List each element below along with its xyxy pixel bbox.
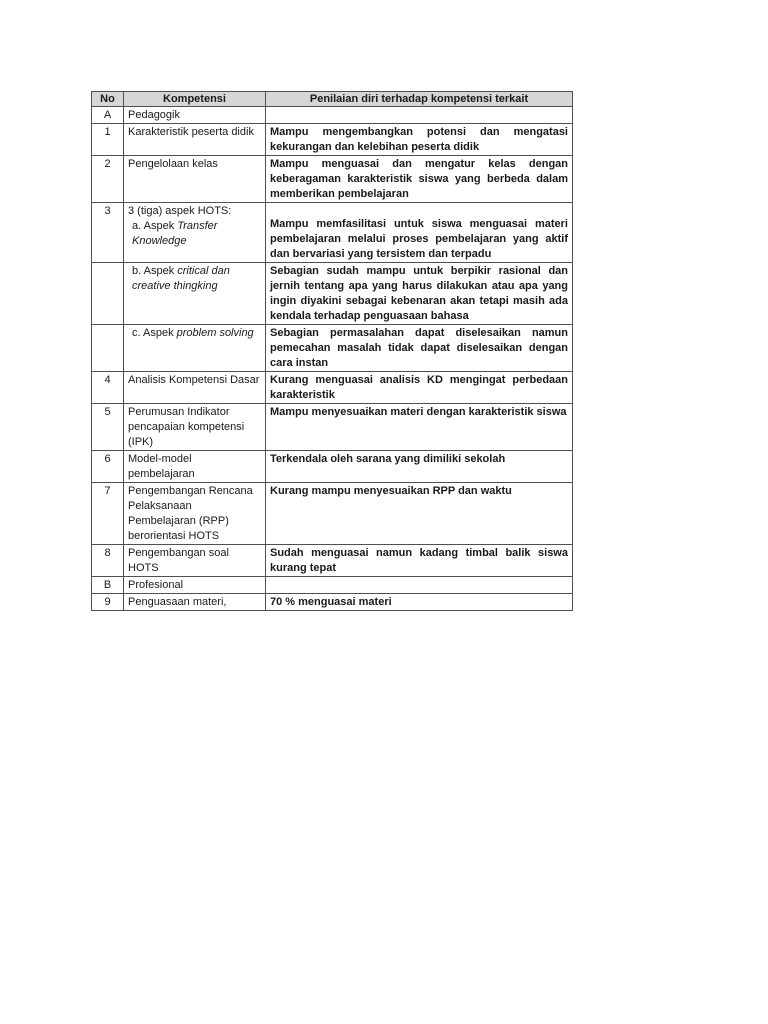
- self-assessment: Mampu mengembangkan potensi dan mengatasi kekurangan dan kelebihan peserta didik: [266, 124, 573, 156]
- competency-name: [124, 203, 266, 263]
- self-assessment: Kurang mampu menyesuaikan RPP dan waktu: [266, 483, 573, 545]
- competency-name: Model-model pembelajaran: [124, 451, 266, 483]
- aspect-c-prefix: c. Aspek: [132, 327, 177, 339]
- row-no: 5: [92, 404, 124, 451]
- aspect-b-prefix: b. Aspek: [132, 265, 178, 277]
- table-row: [92, 372, 573, 404]
- aspect-c: [128, 326, 261, 341]
- section-row-pedagogik: [92, 107, 573, 124]
- section-no: B: [92, 577, 124, 594]
- row-no: 2: [92, 156, 124, 203]
- competency-name: Pengembangan soal HOTS: [124, 545, 266, 577]
- competency-name: [124, 263, 266, 325]
- self-assessment: Kurang menguasai analisis KD mengingat perbedaan karakteristik: [266, 372, 573, 404]
- row-no: 9: [92, 594, 124, 611]
- hots-title: 3 (tiga) aspek HOTS:: [128, 205, 232, 217]
- table-row: [92, 124, 573, 156]
- section-row-profesional: [92, 577, 573, 594]
- row-no: 1: [92, 124, 124, 156]
- table-row: [92, 545, 573, 577]
- competency-name: Analisis Kompetensi Dasar: [124, 372, 266, 404]
- table-row: [92, 156, 573, 203]
- table-row: [92, 594, 573, 611]
- self-assessment: 70 % menguasai materi: [266, 594, 573, 611]
- header-penilaian: Penilaian diri terhadap kompetensi terkait: [266, 92, 573, 107]
- self-assessment: Sebagian sudah mampu untuk berpikir rasional dan jernih tentang apa yang harus dilakukan atau apa yang ingin diyakini sebagai kebenaran akan tetapi masih ada kendala terhadap penguasaan bahasa: [266, 263, 573, 325]
- empty-cell: [266, 107, 573, 124]
- table-header-row: [92, 92, 573, 107]
- self-assessment: Mampu memfasilitasi untuk siswa menguasai materi pembelajaran melalui proses pembelajaran yang aktif dan bervariasi yang tersistem dan terpadu: [266, 203, 573, 263]
- aspect-a-italic: Transfer Knowledge: [132, 220, 218, 247]
- table-row: [92, 203, 573, 263]
- section-no: A: [92, 107, 124, 124]
- aspect-c-italic: problem solving: [176, 327, 254, 339]
- competency-name: Penguasaan materi,: [124, 594, 266, 611]
- section-label: Pedagogik: [124, 107, 266, 124]
- competency-name: [124, 325, 266, 372]
- aspect-a: [128, 219, 261, 249]
- competency-name: Pengembangan Rencana Pelaksanaan Pembelajaran (RPP) berorientasi HOTS: [124, 483, 266, 545]
- header-kompetensi: Kompetensi: [124, 92, 266, 107]
- table-row: [92, 263, 573, 325]
- self-assessment: Mampu menguasai dan mengatur kelas dengan keberagaman karakteristik siswa yang berbeda dalam memberikan pembelajaran: [266, 156, 573, 203]
- self-assessment: Sudah menguasai namun kadang timbal balik siswa kurang tepat: [266, 545, 573, 577]
- table-row: [92, 404, 573, 451]
- row-no: 7: [92, 483, 124, 545]
- row-no: 3: [92, 203, 124, 263]
- aspect-b-italic: critical dan creative thingking: [132, 265, 230, 292]
- row-no: 4: [92, 372, 124, 404]
- table-row: [92, 451, 573, 483]
- empty-cell: [92, 263, 124, 325]
- aspect-b: [128, 264, 261, 294]
- empty-cell: [92, 325, 124, 372]
- row-no: 6: [92, 451, 124, 483]
- self-assessment: Sebagian permasalahan dapat diselesaikan namun pemecahan masalah tidak dapat diselesaikan dengan cara instan: [266, 325, 573, 372]
- table-row: [92, 483, 573, 545]
- competency-name: Pengelolaan kelas: [124, 156, 266, 203]
- section-label: Profesional: [124, 577, 266, 594]
- table-row: [92, 325, 573, 372]
- competency-name: Karakteristik peserta didik: [124, 124, 266, 156]
- aspect-a-prefix: a. Aspek: [132, 220, 178, 232]
- self-assessment: Mampu menyesuaikan materi dengan karakteristik siswa: [266, 404, 573, 451]
- competency-name: Perumusan Indikator pencapaian kompetensi (IPK): [124, 404, 266, 451]
- header-no: No: [92, 92, 124, 107]
- self-assessment: Terkendala oleh sarana yang dimiliki sekolah: [266, 451, 573, 483]
- competency-table: [91, 91, 573, 611]
- empty-cell: [266, 577, 573, 594]
- row-no: 8: [92, 545, 124, 577]
